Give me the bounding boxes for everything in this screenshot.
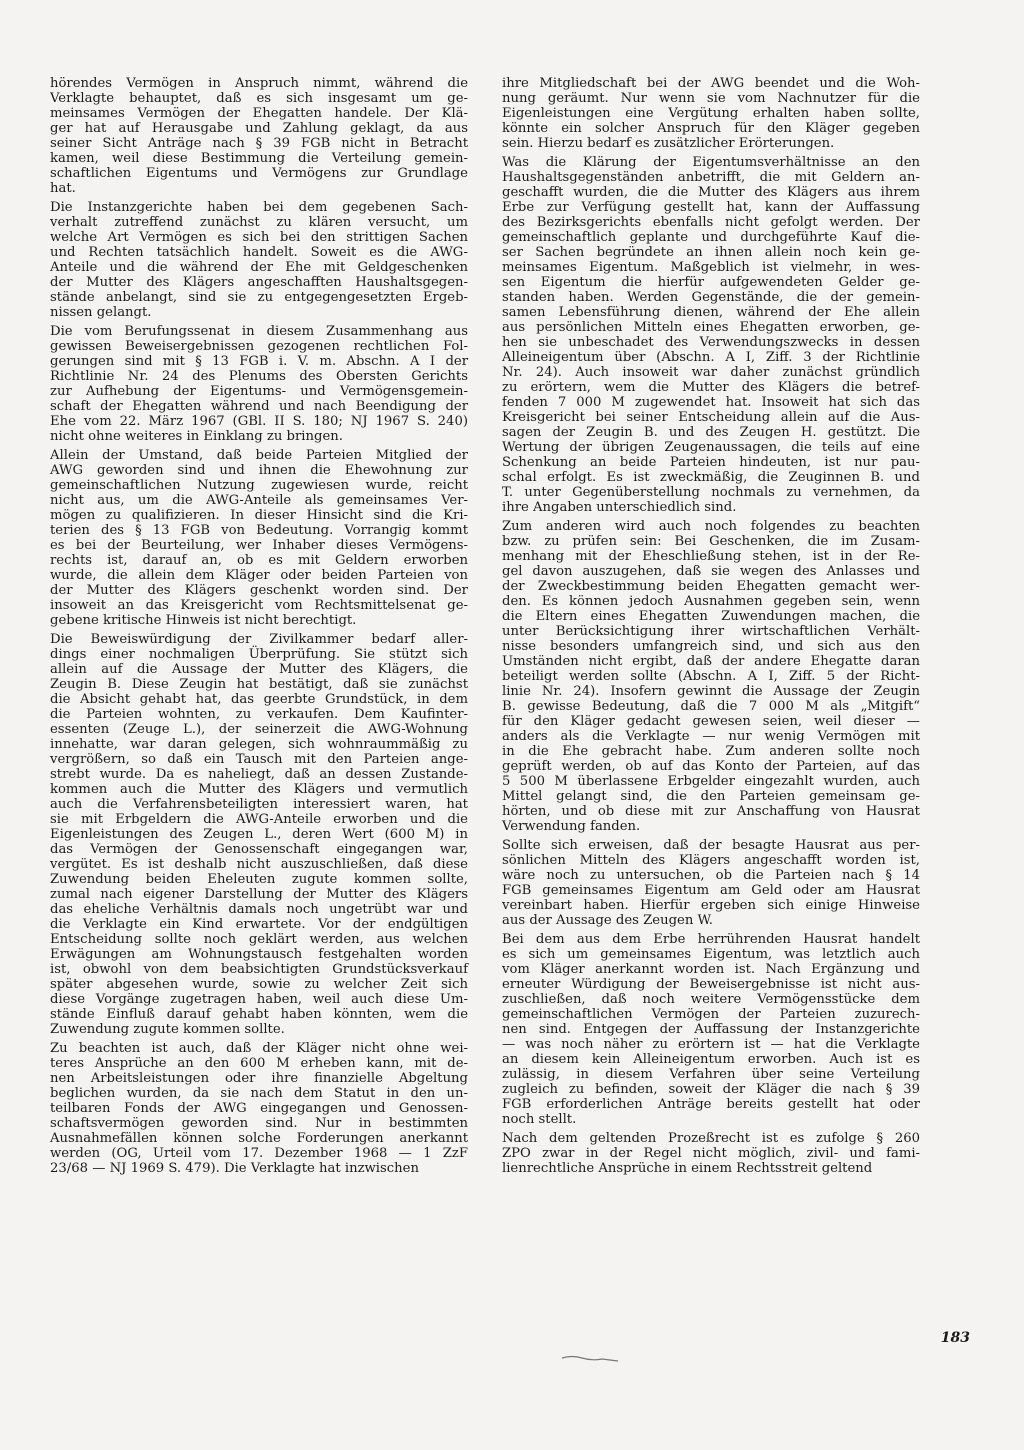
text-line: rechts ist, darauf an, ob es mit Geldern erworben [50, 553, 468, 568]
text-line: ist, obwohl von dem beabsichtigten Grundstücksverkauf [50, 962, 468, 977]
text-line: das Vermögen der Genossenschaft eingegangen war, [50, 842, 468, 857]
text-line: nicht aus, um die AWG-Anteile als gemeinsames Ver- [50, 493, 468, 508]
text-line: Die Instanzgerichte haben bei dem gegebenen Sach- [50, 200, 468, 215]
text-line: B. gewisse Bedeutung, daß die 7 000 M als „Mitgift“ [502, 699, 920, 714]
text-line: stände anbelangt, sind sie zu entgegengesetzten Ergeb- [50, 290, 468, 305]
paragraph [50, 324, 468, 444]
text-line: geschafft wurden, die die Mutter des Klägers aus ihrem [502, 185, 920, 200]
text-line: beteiligt werden sollte (Abschn. A I, Ziff. 5 der Richt- [502, 669, 920, 684]
text-line: aus persönlichen Mitteln eines Ehegatten erworben, ge- [502, 320, 920, 335]
text-line: Nach dem geltenden Prozeßrecht ist es zufolge § 260 [502, 1131, 920, 1146]
text-line: noch stellt. [502, 1112, 577, 1127]
text-line: zulässig, in diesem Verfahren über seine Verteilung [502, 1067, 920, 1082]
text-line: nicht ohne weiteres in Einklang zu bringen. [50, 429, 343, 444]
text-line: insoweit an das Kreisgericht vom Rechtsmittelsenat ge- [50, 598, 468, 613]
text-line: für den Kläger gedacht gewesen seien, weil dieser — [502, 714, 920, 729]
text-line: Die vom Berufungssenat in diesem Zusammenhang aus [50, 324, 468, 339]
text-line: meinsames Eigentum. Maßgeblich ist vielmehr, in wes- [502, 260, 920, 275]
text-line: Ausnahmefällen können solche Forderungen anerkannt [50, 1131, 468, 1146]
text-line: Entscheidung sollte noch geklärt werden, aus welchen [50, 932, 468, 947]
text-line: Die Beweiswürdigung der Zivilkammer bedarf aller- [50, 632, 468, 647]
text-line: die Parteien wohnten, zu verkaufen. Dem Kaufinter- [50, 707, 468, 722]
text-line: diese Vorgänge zugetragen haben, weil auch diese Um- [50, 992, 468, 1007]
text-line: die Verklagte ein Kind erwartete. Vor der endgültigen [50, 917, 468, 932]
text-line: fenden 7 000 M zugewendet hat. Insoweit hat sich das [502, 395, 920, 410]
text-line: dings einer nochmaligen Überprüfung. Sie stützt sich [50, 647, 468, 662]
text-line: wurde, die allein dem Kläger oder beiden Parteien von [50, 568, 468, 583]
text-line: zumal nach eigener Darstellung der Mutter des Klägers [50, 887, 468, 902]
text-line: nen sind. Entgegen der Auffassung der Instanzgerichte [502, 1022, 920, 1037]
text-line: Zeugin B. Diese Zeugin hat bestätigt, daß sie zunächst [50, 677, 468, 692]
text-line: schaftsvermögen geworden sind. Nur in bestimmten [50, 1116, 468, 1131]
text-line: bzw. zu prüfen sein: Bei Geschenken, die im Zusam- [502, 534, 920, 549]
text-line: der Mutter des Klägers angeschafften Haushaltsgegen- [50, 275, 468, 290]
text-line: Zum anderen wird auch noch folgendes zu beachten [502, 519, 920, 534]
text-line: Eigenleistungen des Zeugen L., deren Wert (600 M) in [50, 827, 468, 842]
text-line: ger hat auf Herausgabe und Zahlung geklagt, da aus [50, 121, 468, 136]
text-line: nen Arbeitsleistungen oder ihre finanzielle Abgeltung [50, 1071, 468, 1086]
text-line: stände Einfluß darauf gehabt haben könnten, wem die [50, 1007, 468, 1022]
text-line: den. Es können jedoch Ausnahmen gegeben sein, wenn [502, 594, 920, 609]
text-line: FGB gemeinsames Eigentum am Geld oder am Hausrat [502, 883, 920, 898]
text-line: gemeinschaftlichen Nutzung zugewiesen wurde, reicht [50, 478, 468, 493]
text-line: sein. Hierzu bedarf es zusätzlicher Erörterungen. [502, 136, 835, 151]
text-line: verhalt zutreffend zunächst zu klären versucht, um [50, 215, 468, 230]
text-line: mögen zu qualifizieren. In dieser Hinsicht sind die Kri- [50, 508, 468, 523]
text-line: Wertung der übrigen Zeugenaussagen, die teils auf eine [502, 440, 920, 455]
text-line: Umständen nicht ergibt, daß der andere Ehegatte daran [502, 654, 920, 669]
text-line: samen Lebensführung dienen, während der Ehe allein [502, 305, 920, 320]
paragraph [50, 448, 468, 628]
text-line: Ehe vom 22. März 1967 (GBl. II S. 180; NJ 1967 S. 240) [50, 414, 468, 429]
text-line: Allein der Umstand, daß beide Parteien Mitglied der [50, 448, 468, 463]
paragraph [502, 76, 920, 151]
text-line: Alleineigentum über (Abschn. A I, Ziff. 3 der Richtlinie [502, 350, 920, 365]
text-line: Was die Klärung der Eigentumsverhältnisse an den [502, 155, 920, 170]
text-line: hörten, und ob diese mit zur Anschaffung von Hausrat [502, 804, 920, 819]
text-line: auch die Verfahrensbeteiligten interessiert waren, hat [50, 797, 468, 812]
text-line: gebene kritische Hinweis ist nicht berechtigt. [50, 613, 357, 628]
text-line: nisse besonders umfangreich sind, und sich aus den [502, 639, 920, 654]
text-line: 23/68 — NJ 1969 S. 479). Die Verklagte hat inzwischen [50, 1161, 419, 1176]
text-line: innehatte, war daran gelegen, sich wohnraummäßig zu [50, 737, 468, 752]
text-line: Verwendung fanden. [502, 819, 641, 834]
paragraph [502, 838, 920, 928]
text-line: und Rechten tatsächlich handelt. Soweit es die AWG- [50, 245, 468, 260]
text-line: Zu beachten ist auch, daß der Kläger nicht ohne wei- [50, 1041, 468, 1056]
text-line: zugleich zu befinden, soweit der Kläger die nach § 39 [502, 1082, 920, 1097]
text-line: menhang mit der Eheschließung stehen, ist in der Re- [502, 549, 920, 564]
text-line: anders als die Verklagte — nur wenig Vermögen mit [502, 729, 920, 744]
text-line: Schenkung an beide Parteien hindeuten, ist nur pau- [502, 455, 920, 470]
text-line: schaft der Ehegatten während und nach Beendigung der [50, 399, 468, 414]
text-line: 5 500 M überlassene Erbgelder eingezahlt wurden, auch [502, 774, 920, 789]
text-line: Zuwendung zugute kommen sollte. [50, 1022, 285, 1037]
text-line: vergrößern, so daß ein Tausch mit den Parteien ange- [50, 752, 468, 767]
text-line: lienrechtliche Ansprüche in einem Rechtsstreit geltend [502, 1161, 873, 1176]
text-line: teilbaren Fonds der AWG eingegangen und Genossen- [50, 1101, 468, 1116]
text-line: die Absicht gehabt hat, das geerbte Grundstück, in dem [50, 692, 468, 707]
text-line: der Zweckbestimmung beiden Ehegatten gemacht wer- [502, 579, 920, 594]
text-line: Haushaltsgegenständen anbetrifft, die mit Geldern an- [502, 170, 920, 185]
text-line: meinsames Vermögen der Ehegatten handele. Der Klä- [50, 106, 468, 121]
scan-mark [560, 1352, 620, 1364]
text-line: hat. [50, 181, 76, 196]
text-line: nissen gelangt. [50, 305, 152, 320]
paragraph [502, 1131, 920, 1176]
text-line: beglichen wurden, da sie nach dem Statut in den un- [50, 1086, 468, 1101]
paragraph [50, 632, 468, 1037]
text-line: Erbe zur Verfügung gestellt hat, kann der Auffassung [502, 200, 920, 215]
text-line: standen haben. Werden Gegenstände, die der gemein- [502, 290, 920, 305]
text-line: gemeinschaftlich geplante und durchgeführte Kauf die- [502, 230, 920, 245]
paragraph [50, 76, 468, 196]
text-line: werden (OG, Urteil vom 17. Dezember 1968 — 1 ZzF [50, 1146, 468, 1161]
paragraph [502, 932, 920, 1127]
text-line: seiner Sicht Anträge nach § 39 FGB nicht in Betracht [50, 136, 468, 151]
text-line: könnte ein solcher Anspruch für den Kläger gegeben [502, 121, 920, 136]
text-line: linie Nr. 24). Insofern gewinnt die Aussage der Zeugin [502, 684, 920, 699]
text-line: das eheliche Verhältnis damals noch ungetrübt war und [50, 902, 468, 917]
text-line: Richtlinie Nr. 24 des Plenums des Obersten Gerichts [50, 369, 468, 384]
text-line: ZPO zwar in der Regel nicht möglich, zivil- und fami- [502, 1146, 920, 1161]
text-line: AWG geworden sind und ihnen die Ehewohnung zur [50, 463, 468, 478]
text-line: gewissen Beweisergebnissen gezogenen rechtlichen Fol- [50, 339, 468, 354]
text-line: in die Ehe gebracht habe. Zum anderen sollte noch [502, 744, 920, 759]
text-line: Anteile und die während der Ehe mit Geldgeschenken [50, 260, 468, 275]
text-line: sen Eigentum die hierfür aufgewendeten Gelder ge- [502, 275, 920, 290]
text-line: welche Art Vermögen es sich bei den strittigen Sachen [50, 230, 468, 245]
paragraph [50, 1041, 468, 1176]
text-line: erneuter Würdigung der Beweisergebnisse ist nicht aus- [502, 977, 920, 992]
text-line: Mittel gelangt sind, die den Parteien gemeinsam ge- [502, 789, 920, 804]
paragraph [502, 155, 920, 515]
text-line: strebt wurde. Da es naheliegt, daß an dessen Zustande- [50, 767, 468, 782]
text-line: des Bezirksgerichts ebenfalls nicht gefolgt werden. Der [502, 215, 920, 230]
text-line: zur Aufhebung der Eigentums- und Vermögensgemein- [50, 384, 468, 399]
text-line: Sollte sich erweisen, daß der besagte Hausrat aus per- [502, 838, 920, 853]
text-line: an diesem kein Alleineigentum erworben. Auch ist es [502, 1052, 920, 1067]
right-column [502, 76, 920, 1180]
text-line: es bei der Beurteilung, wer Inhaber dieses Vermögens- [50, 538, 468, 553]
text-line: sie mit Erbgeldern die AWG-Anteile erworben und die [50, 812, 468, 827]
text-line: teres Ansprüche an den 600 M erheben kann, mit de- [50, 1056, 468, 1071]
page-number: 183 [940, 1330, 970, 1346]
text-line: nung geräumt. Nur wenn sie vom Nachnutzer für die [502, 91, 920, 106]
text-line: terien des § 13 FGB von Bedeutung. Vorrangig kommt [50, 523, 468, 538]
text-line: kamen, weil diese Bestimmung die Verteilung gemein- [50, 151, 468, 166]
text-line: ihre Mitgliedschaft bei der AWG beendet und die Woh- [502, 76, 920, 91]
paragraph [502, 519, 920, 834]
text-line: T. unter Gegenüberstellung nochmals zu vernehmen, da [502, 485, 920, 500]
text-line: hörendes Vermögen in Anspruch nimmt, während die [50, 76, 468, 91]
text-line: später abgesehen wurde, sowie zu welcher Zeit sich [50, 977, 468, 992]
text-line: vergütet. Es ist deshalb nicht auszuschließen, daß diese [50, 857, 468, 872]
text-line: ser Sachen begründete an ihnen allein noch kein ge- [502, 245, 920, 260]
text-line: geprüft werden, ob auf das Konto der Parteien, auf das [502, 759, 920, 774]
text-line: hen sie unbeschadet des Verwendungszwecks in dessen [502, 335, 920, 350]
text-line: Nr. 24). Auch insoweit war daher zunächst gründlich [502, 365, 920, 380]
text-line: kommen auch die Mutter des Klägers und vermutlich [50, 782, 468, 797]
text-line: ihre Angaben unterschiedlich sind. [502, 500, 737, 515]
paragraph [50, 200, 468, 320]
text-line: wäre noch zu untersuchen, ob die Parteien nach § 14 [502, 868, 920, 883]
text-line: Zuwendung beiden Eheleuten zugute kommen sollte, [50, 872, 468, 887]
text-line: zuschließen, daß noch weitere Vermögensstücke dem [502, 992, 920, 1007]
text-line: essenten (Zeuge L.), der seinerzeit die AWG-Wohnung [50, 722, 468, 737]
text-line: die Eltern eines Ehegatten Zuwendungen machen, die [502, 609, 920, 624]
text-line: zu erörtern, wem die Mutter des Klägers die betref- [502, 380, 920, 395]
text-line: schal erfolgt. Es ist zweckmäßig, die Zeuginnen B. und [502, 470, 920, 485]
text-line: gerungen sind mit § 13 FGB i. V. m. Abschn. A I der [50, 354, 468, 369]
text-line: Kreisgericht bei seiner Entscheidung allein auf die Aus- [502, 410, 920, 425]
left-column [50, 76, 468, 1180]
text-line: gemeinschaftlichen Vermögen der Parteien zuzurech- [502, 1007, 920, 1022]
text-line: schaftlichen Eigentums und Vermögens zur Grundlage [50, 166, 468, 181]
text-line: vereinbart haben. Hierfür ergeben sich einige Hinweise [502, 898, 920, 913]
text-line: sönlichen Mitteln des Klägers angeschafft worden ist, [502, 853, 920, 868]
text-line: FGB erforderlichen Anträge bereits gestellt hat oder [502, 1097, 920, 1112]
text-line: unter Berücksichtigung ihrer wirtschaftlichen Verhält- [502, 624, 920, 639]
text-line: Erwägungen am Wohnungstausch festgehalten worden [50, 947, 468, 962]
text-line: es sich um gemeinsames Eigentum, was letztlich auch [502, 947, 920, 962]
text-line: sagen der Zeugin B. und des Zeugen H. gestützt. Die [502, 425, 920, 440]
text-line: aus der Aussage des Zeugen W. [502, 913, 713, 928]
text-line: allein auf die Aussage der Mutter des Klägers, die [50, 662, 468, 677]
text-line: der Mutter des Klägers geschenkt worden sind. Der [50, 583, 468, 598]
text-line: Eigenleistungen eine Vergütung erhalten haben sollte, [502, 106, 920, 121]
text-line: Bei dem aus dem Erbe herrührenden Hausrat handelt [502, 932, 920, 947]
text-line: — was noch näher zu erörtern ist — hat die Verklagte [502, 1037, 920, 1052]
text-line: gel davon auszugehen, daß sie wegen des Anlasses und [502, 564, 920, 579]
text-line: vom Kläger anerkannt worden ist. Nach Ergänzung und [502, 962, 920, 977]
text-line: Verklagte behauptet, daß es sich insgesamt um ge- [50, 91, 468, 106]
